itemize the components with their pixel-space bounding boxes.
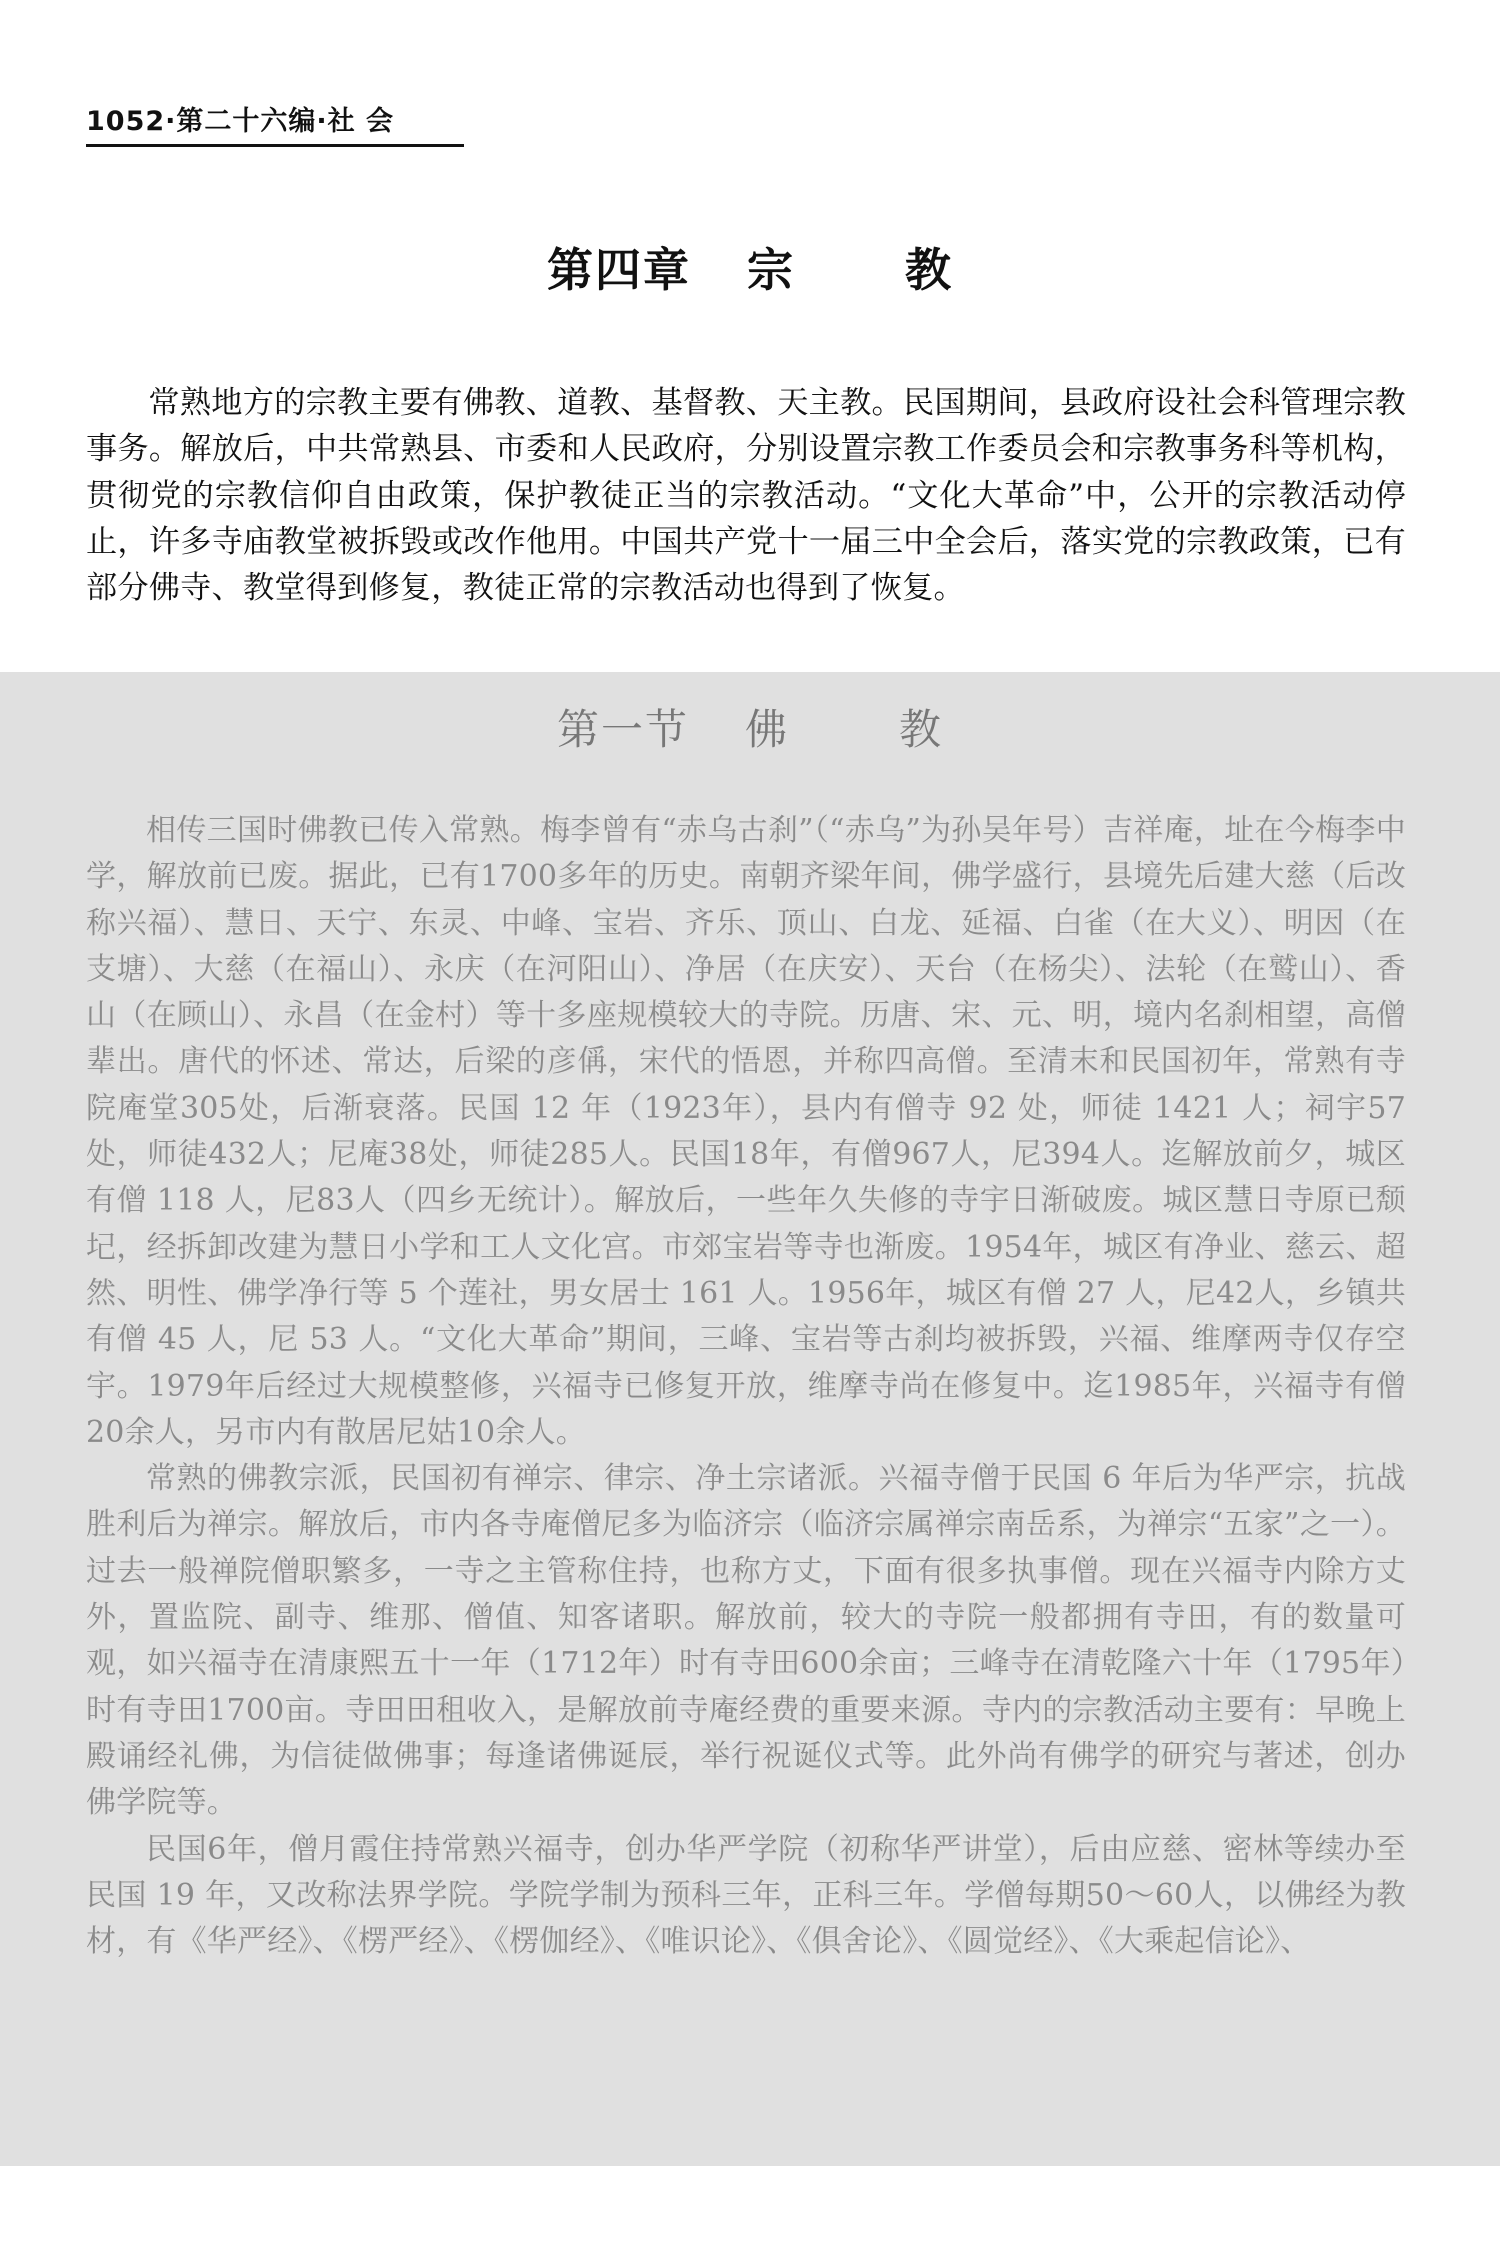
chapter-intro — [86, 380, 1406, 611]
section-paragraph-3: 民国6年，僧月霞住持常熟兴福寺，创办华严学院（初称华严讲堂），后由应慈、密林等续办至民国 19 年，又改称法界学院。学院学制为预科三年，正科三年。学僧每期50～60人，以佛经为教材，有《华严经》、《楞严经》、《楞伽经》、《唯识论》、《俱舍论》、《圆觉经》、《大乘起信论》、 — [86, 1831, 1406, 1960]
chapter-title-word-2: 教 — [905, 243, 953, 297]
section-title — [0, 700, 1500, 760]
section-body — [86, 808, 1406, 1965]
section-title-word-2: 教 — [899, 705, 944, 754]
running-head: 1052·第二十六编·社 会 — [86, 104, 464, 147]
section-paragraph-1: 相传三国时佛教已传入常熟。梅李曾有“赤乌古刹”（“赤乌”为孙吴年号）吉祥庵，址在今梅李中学，解放前已废。据此，已有1700多年的历史。南朝齐梁年间，佛学盛行，县境先后建大慈（后改称兴福）、慧日、天宁、东灵、中峰、宝岩、齐乐、顶山、白龙、延福、白雀（在大义）、明因（在支塘）、大慈（在福山）、永庆（在河阳山）、净居（在庆安）、天台（在杨尖）、法轮（在鹫山）、香山（在顾山）、永昌（在金村）等十多座规模较大的寺院。历唐、宋、元、明，境内名刹相望，高僧辈出。唐代的怀述、常达，后梁的彦偁，宋代的悟恩，并称四高僧。至清末和民国初年，常熟有寺院庵堂305处，后渐衰落。民国 12 年（1923年），县内有僧寺 92 处，师徒 1421 人；祠宇57处，师徒432人；尼庵38处，师徒285人。民国18年，有僧967人，尼394人。迄解放前夕，城区有僧 118 人，尼83人（四乡无统计）。解放后，一些年久失修的寺宇日渐破废。城区慧日寺原已颓圮，经拆卸改建为慧日小学和工人文化宫。市郊宝岩等寺也渐废。1954年，城区有净业、慈云、超然、明性、佛学净行等 5 个莲社，男女居士 161 人。1956年，城区有僧 27 人，尼42人，乡镇共有僧 45 人，尼 53 人。“文化大革命”期间，三峰、宝岩等古刹均被拆毁，兴福、维摩两寺仅存空宇。1979年后经过大规模整修，兴福寺已修复开放，维摩寺尚在修复中。迄1985年，兴福寺有僧20余人，另市内有散居尼姑10余人。 — [86, 813, 1406, 1450]
chapter-title — [0, 240, 1500, 300]
chapter-title-number: 第四章 — [547, 243, 691, 297]
section-title-number: 第一节 — [556, 705, 689, 754]
section-title-word-1: 佛 — [744, 705, 789, 754]
chapter-title-word-1: 宗 — [747, 243, 795, 297]
section-paragraph-2: 常熟的佛教宗派，民国初有禅宗、律宗、净土宗诸派。兴福寺僧于民国 6 年后为华严宗，抗战胜利后为禅宗。解放后，市内各寺庵僧尼多为临济宗（临济宗属禅宗南岳系，为禅宗“五家”之一）。过去一般禅院僧职繁多，一寺之主管称住持，也称方丈，下面有很多执事僧。现在兴福寺内除方丈外，置监院、副寺、维那、僧值、知客诸职。解放前，较大的寺院一般都拥有寺田，有的数量可观，如兴福寺在清康熙五十一年（1712年）时有寺田600余亩；三峰寺在清乾隆六十年（1795年）时有寺田1700亩。寺田田租收入，是解放前寺庵经费的重要来源。寺内的宗教活动主要有：早晚上殿诵经礼佛，为信徒做佛事；每逢诸佛诞辰，举行祝诞仪式等。此外尚有佛学的研究与著述，创办佛学院等。 — [86, 1461, 1406, 1821]
intro-paragraph: 常熟地方的宗教主要有佛教、道教、基督教、天主教。民国期间，县政府设社会科管理宗教事务。解放后，中共常熟县、市委和人民政府，分别设置宗教工作委员会和宗教事务科等机构，贯彻党的宗教信仰自由政策，保护教徒正当的宗教活动。“文化大革命”中，公开的宗教活动停止，许多寺庙教堂被拆毁或改作他用。中国共产党十一届三中全会后，落实党的宗教政策，已有部分佛寺、教堂得到修复，教徒正常的宗教活动也得到了恢复。 — [86, 385, 1406, 607]
